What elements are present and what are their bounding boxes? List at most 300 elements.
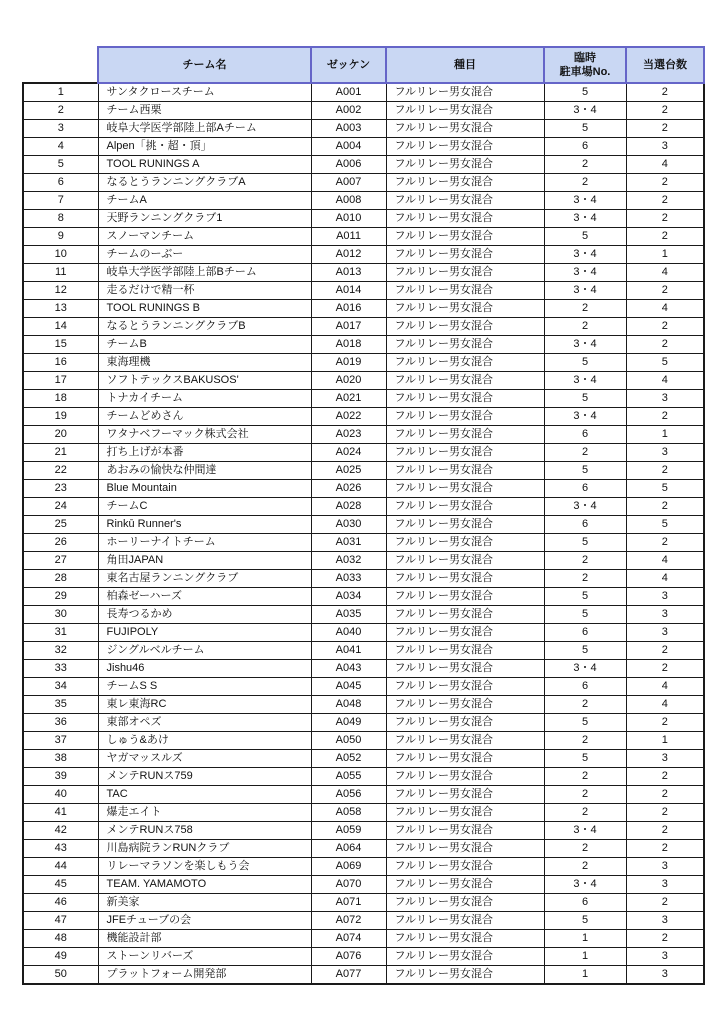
cell-event: フルリレー男女混合 bbox=[386, 354, 544, 372]
cell-team-name: Blue Mountain bbox=[98, 480, 311, 498]
cell-row-number: 15 bbox=[23, 336, 98, 354]
table-row bbox=[23, 516, 704, 534]
cell-bib-number: A072 bbox=[311, 912, 386, 930]
cell-parking-no: 2 bbox=[544, 732, 626, 750]
cell-event: フルリレー男女混合 bbox=[386, 138, 544, 156]
cell-team-name: プラットフォーム開発部 bbox=[98, 966, 311, 985]
cell-event: フルリレー男女混合 bbox=[386, 570, 544, 588]
cell-parking-no: 5 bbox=[544, 390, 626, 408]
cell-event: フルリレー男女混合 bbox=[386, 516, 544, 534]
table-row bbox=[23, 300, 704, 318]
cell-wins-count: 4 bbox=[626, 552, 704, 570]
cell-event: フルリレー男女混合 bbox=[386, 498, 544, 516]
cell-parking-no: 3・4 bbox=[544, 192, 626, 210]
cell-team-name: 東名古屋ランニングクラブ bbox=[98, 570, 311, 588]
table-row bbox=[23, 948, 704, 966]
cell-bib-number: A045 bbox=[311, 678, 386, 696]
cell-bib-number: A025 bbox=[311, 462, 386, 480]
cell-row-number: 46 bbox=[23, 894, 98, 912]
table-row bbox=[23, 660, 704, 678]
cell-parking-no: 2 bbox=[544, 786, 626, 804]
cell-team-name: 岐阜大学医学部陸上部Bチーム bbox=[98, 264, 311, 282]
cell-team-name: サンタクロースチーム bbox=[98, 83, 311, 102]
table-row bbox=[23, 606, 704, 624]
cell-event: フルリレー男女混合 bbox=[386, 102, 544, 120]
cell-row-number: 47 bbox=[23, 912, 98, 930]
cell-team-name: チームどめさん bbox=[98, 408, 311, 426]
cell-parking-no: 5 bbox=[544, 588, 626, 606]
table-row bbox=[23, 624, 704, 642]
cell-event: フルリレー男女混合 bbox=[386, 912, 544, 930]
cell-row-number: 22 bbox=[23, 462, 98, 480]
table-row bbox=[23, 120, 704, 138]
cell-wins-count: 2 bbox=[626, 408, 704, 426]
cell-parking-no: 3・4 bbox=[544, 498, 626, 516]
cell-parking-no: 5 bbox=[544, 83, 626, 102]
cell-event: フルリレー男女混合 bbox=[386, 660, 544, 678]
cell-row-number: 10 bbox=[23, 246, 98, 264]
cell-parking-no: 3・4 bbox=[544, 246, 626, 264]
cell-wins-count: 1 bbox=[626, 426, 704, 444]
cell-wins-count: 4 bbox=[626, 300, 704, 318]
cell-bib-number: A058 bbox=[311, 804, 386, 822]
cell-event: フルリレー男女混合 bbox=[386, 840, 544, 858]
cell-bib-number: A071 bbox=[311, 894, 386, 912]
header-team-label: チーム名 bbox=[182, 58, 227, 71]
cell-event: フルリレー男女混合 bbox=[386, 714, 544, 732]
cell-team-name: FUJIPOLY bbox=[98, 624, 311, 642]
cell-bib-number: A020 bbox=[311, 372, 386, 390]
cell-bib-number: A024 bbox=[311, 444, 386, 462]
table-row bbox=[23, 480, 704, 498]
cell-row-number: 9 bbox=[23, 228, 98, 246]
cell-team-name: チーム西栗 bbox=[98, 102, 311, 120]
cell-bib-number: A069 bbox=[311, 858, 386, 876]
cell-wins-count: 4 bbox=[626, 264, 704, 282]
table-row bbox=[23, 678, 704, 696]
cell-bib-number: A018 bbox=[311, 336, 386, 354]
cell-parking-no: 2 bbox=[544, 552, 626, 570]
cell-event: フルリレー男女混合 bbox=[386, 606, 544, 624]
cell-bib-number: A016 bbox=[311, 300, 386, 318]
cell-team-name: ヤガマッスルズ bbox=[98, 750, 311, 768]
cell-row-number: 40 bbox=[23, 786, 98, 804]
cell-parking-no: 2 bbox=[544, 570, 626, 588]
cell-row-number: 35 bbox=[23, 696, 98, 714]
cell-team-name: 東部オペズ bbox=[98, 714, 311, 732]
cell-team-name: 天野ランニングクラブ1 bbox=[98, 210, 311, 228]
cell-wins-count: 2 bbox=[626, 804, 704, 822]
cell-row-number: 20 bbox=[23, 426, 98, 444]
cell-event: フルリレー男女混合 bbox=[386, 642, 544, 660]
cell-bib-number: A004 bbox=[311, 138, 386, 156]
cell-parking-no: 3・4 bbox=[544, 102, 626, 120]
cell-bib-number: A041 bbox=[311, 642, 386, 660]
cell-row-number: 4 bbox=[23, 138, 98, 156]
cell-event: フルリレー男女混合 bbox=[386, 192, 544, 210]
table-header bbox=[23, 47, 704, 83]
cell-row-number: 38 bbox=[23, 750, 98, 768]
cell-wins-count: 3 bbox=[626, 876, 704, 894]
cell-row-number: 23 bbox=[23, 480, 98, 498]
cell-row-number: 21 bbox=[23, 444, 98, 462]
cell-bib-number: A022 bbox=[311, 408, 386, 426]
cell-row-number: 25 bbox=[23, 516, 98, 534]
table-row bbox=[23, 264, 704, 282]
header-cell-wins bbox=[626, 47, 704, 83]
cell-row-number: 13 bbox=[23, 300, 98, 318]
cell-parking-no: 1 bbox=[544, 966, 626, 985]
cell-team-name: 打ち上げが本番 bbox=[98, 444, 311, 462]
cell-wins-count: 3 bbox=[626, 390, 704, 408]
cell-parking-no: 2 bbox=[544, 156, 626, 174]
cell-row-number: 39 bbox=[23, 768, 98, 786]
cell-parking-no: 2 bbox=[544, 300, 626, 318]
cell-bib-number: A034 bbox=[311, 588, 386, 606]
cell-parking-no: 5 bbox=[544, 120, 626, 138]
table-row bbox=[23, 192, 704, 210]
cell-row-number: 26 bbox=[23, 534, 98, 552]
cell-bib-number: A001 bbox=[311, 83, 386, 102]
cell-bib-number: A012 bbox=[311, 246, 386, 264]
cell-bib-number: A006 bbox=[311, 156, 386, 174]
cell-event: フルリレー男女混合 bbox=[386, 534, 544, 552]
cell-bib-number: A011 bbox=[311, 228, 386, 246]
cell-parking-no: 5 bbox=[544, 714, 626, 732]
cell-bib-number: A074 bbox=[311, 930, 386, 948]
cell-row-number: 8 bbox=[23, 210, 98, 228]
cell-wins-count: 2 bbox=[626, 228, 704, 246]
cell-event: フルリレー男女混合 bbox=[386, 732, 544, 750]
cell-wins-count: 1 bbox=[626, 732, 704, 750]
cell-row-number: 12 bbox=[23, 282, 98, 300]
cell-event: フルリレー男女混合 bbox=[386, 83, 544, 102]
team-roster-table bbox=[22, 46, 705, 985]
cell-parking-no: 2 bbox=[544, 696, 626, 714]
cell-parking-no: 1 bbox=[544, 930, 626, 948]
table-row bbox=[23, 534, 704, 552]
cell-parking-no: 2 bbox=[544, 858, 626, 876]
cell-bib-number: A052 bbox=[311, 750, 386, 768]
cell-event: フルリレー男女混合 bbox=[386, 930, 544, 948]
cell-row-number: 16 bbox=[23, 354, 98, 372]
cell-bib-number: A056 bbox=[311, 786, 386, 804]
cell-wins-count: 5 bbox=[626, 516, 704, 534]
cell-bib-number: A035 bbox=[311, 606, 386, 624]
header-cell-bib bbox=[311, 47, 386, 83]
cell-row-number: 18 bbox=[23, 390, 98, 408]
cell-event: フルリレー男女混合 bbox=[386, 786, 544, 804]
table-row bbox=[23, 462, 704, 480]
table-row bbox=[23, 552, 704, 570]
cell-parking-no: 2 bbox=[544, 840, 626, 858]
header-cell-parking bbox=[544, 47, 626, 83]
cell-team-name: チームのーぶー bbox=[98, 246, 311, 264]
header-row bbox=[23, 47, 704, 83]
cell-team-name: ストーンリバーズ bbox=[98, 948, 311, 966]
cell-event: フルリレー男女混合 bbox=[386, 156, 544, 174]
cell-wins-count: 2 bbox=[626, 786, 704, 804]
header-cell-team-name bbox=[98, 47, 311, 83]
cell-parking-no: 3・4 bbox=[544, 822, 626, 840]
cell-wins-count: 2 bbox=[626, 534, 704, 552]
cell-row-number: 17 bbox=[23, 372, 98, 390]
table-row bbox=[23, 642, 704, 660]
cell-event: フルリレー男女混合 bbox=[386, 246, 544, 264]
cell-parking-no: 3・4 bbox=[544, 408, 626, 426]
table-row bbox=[23, 858, 704, 876]
cell-wins-count: 4 bbox=[626, 678, 704, 696]
cell-team-name: なるとうランニングクラブA bbox=[98, 174, 311, 192]
cell-row-number: 44 bbox=[23, 858, 98, 876]
cell-wins-count: 2 bbox=[626, 174, 704, 192]
cell-parking-no: 2 bbox=[544, 804, 626, 822]
cell-row-number: 31 bbox=[23, 624, 98, 642]
cell-bib-number: A032 bbox=[311, 552, 386, 570]
cell-wins-count: 3 bbox=[626, 444, 704, 462]
table-row bbox=[23, 498, 704, 516]
cell-bib-number: A017 bbox=[311, 318, 386, 336]
cell-team-name: 川島病院ランRUNクラブ bbox=[98, 840, 311, 858]
cell-wins-count: 2 bbox=[626, 210, 704, 228]
table-row bbox=[23, 570, 704, 588]
cell-wins-count: 2 bbox=[626, 822, 704, 840]
cell-bib-number: A021 bbox=[311, 390, 386, 408]
cell-parking-no: 3・4 bbox=[544, 876, 626, 894]
table-row bbox=[23, 282, 704, 300]
table-row bbox=[23, 876, 704, 894]
cell-wins-count: 5 bbox=[626, 354, 704, 372]
cell-team-name: 機能設計部 bbox=[98, 930, 311, 948]
cell-wins-count: 3 bbox=[626, 750, 704, 768]
cell-row-number: 41 bbox=[23, 804, 98, 822]
table-row bbox=[23, 912, 704, 930]
cell-row-number: 33 bbox=[23, 660, 98, 678]
table-row bbox=[23, 174, 704, 192]
table-row bbox=[23, 750, 704, 768]
cell-team-name: リレーマラソンを楽しもう会 bbox=[98, 858, 311, 876]
cell-event: フルリレー男女混合 bbox=[386, 750, 544, 768]
table-row bbox=[23, 102, 704, 120]
cell-team-name: Jishu46 bbox=[98, 660, 311, 678]
cell-parking-no: 5 bbox=[544, 534, 626, 552]
cell-team-name: 柏森ゼーハーズ bbox=[98, 588, 311, 606]
table-row bbox=[23, 318, 704, 336]
cell-parking-no: 5 bbox=[544, 354, 626, 372]
cell-wins-count: 3 bbox=[626, 858, 704, 876]
cell-parking-no: 5 bbox=[544, 912, 626, 930]
cell-parking-no: 5 bbox=[544, 462, 626, 480]
cell-bib-number: A023 bbox=[311, 426, 386, 444]
cell-parking-no: 6 bbox=[544, 480, 626, 498]
cell-parking-no: 3・4 bbox=[544, 372, 626, 390]
cell-team-name: 角田JAPAN bbox=[98, 552, 311, 570]
cell-team-name: Rinkū Runner's bbox=[98, 516, 311, 534]
cell-bib-number: A031 bbox=[311, 534, 386, 552]
table-row bbox=[23, 786, 704, 804]
cell-team-name: 新美家 bbox=[98, 894, 311, 912]
cell-row-number: 7 bbox=[23, 192, 98, 210]
cell-team-name: あおみの愉快な仲間達 bbox=[98, 462, 311, 480]
cell-parking-no: 5 bbox=[544, 642, 626, 660]
cell-parking-no: 3・4 bbox=[544, 210, 626, 228]
cell-row-number: 5 bbox=[23, 156, 98, 174]
cell-parking-no: 2 bbox=[544, 318, 626, 336]
table-row bbox=[23, 696, 704, 714]
table-row bbox=[23, 840, 704, 858]
header-event-label: 種目 bbox=[454, 58, 476, 71]
cell-row-number: 32 bbox=[23, 642, 98, 660]
cell-wins-count: 4 bbox=[626, 372, 704, 390]
cell-event: フルリレー男女混合 bbox=[386, 588, 544, 606]
cell-wins-count: 2 bbox=[626, 336, 704, 354]
cell-team-name: 走るだけで精一杯 bbox=[98, 282, 311, 300]
cell-bib-number: A055 bbox=[311, 768, 386, 786]
cell-parking-no: 3・4 bbox=[544, 660, 626, 678]
cell-event: フルリレー男女混合 bbox=[386, 282, 544, 300]
cell-event: フルリレー男女混合 bbox=[386, 210, 544, 228]
cell-team-name: チームS S bbox=[98, 678, 311, 696]
cell-parking-no: 6 bbox=[544, 138, 626, 156]
cell-row-number: 29 bbox=[23, 588, 98, 606]
cell-event: フルリレー男女混合 bbox=[386, 408, 544, 426]
cell-event: フルリレー男女混合 bbox=[386, 678, 544, 696]
cell-event: フルリレー男女混合 bbox=[386, 624, 544, 642]
cell-row-number: 11 bbox=[23, 264, 98, 282]
cell-wins-count: 2 bbox=[626, 462, 704, 480]
cell-parking-no: 5 bbox=[544, 750, 626, 768]
cell-wins-count: 2 bbox=[626, 768, 704, 786]
cell-row-number: 45 bbox=[23, 876, 98, 894]
cell-team-name: トナカイチーム bbox=[98, 390, 311, 408]
cell-row-number: 30 bbox=[23, 606, 98, 624]
table-row bbox=[23, 894, 704, 912]
cell-team-name: チームA bbox=[98, 192, 311, 210]
cell-parking-no: 6 bbox=[544, 624, 626, 642]
cell-team-name: 岐阜大学医学部陸上部Aチーム bbox=[98, 120, 311, 138]
cell-bib-number: A028 bbox=[311, 498, 386, 516]
cell-event: フルリレー男女混合 bbox=[386, 444, 544, 462]
cell-bib-number: A070 bbox=[311, 876, 386, 894]
cell-row-number: 28 bbox=[23, 570, 98, 588]
table-row bbox=[23, 444, 704, 462]
cell-wins-count: 2 bbox=[626, 498, 704, 516]
table-row bbox=[23, 246, 704, 264]
cell-bib-number: A003 bbox=[311, 120, 386, 138]
cell-parking-no: 5 bbox=[544, 228, 626, 246]
cell-wins-count: 3 bbox=[626, 966, 704, 985]
header-wins-label: 当選台数 bbox=[643, 58, 687, 71]
cell-event: フルリレー男女混合 bbox=[386, 876, 544, 894]
cell-wins-count: 2 bbox=[626, 840, 704, 858]
cell-bib-number: A048 bbox=[311, 696, 386, 714]
cell-wins-count: 2 bbox=[626, 642, 704, 660]
cell-team-name: 長寿つるかめ bbox=[98, 606, 311, 624]
table-row bbox=[23, 408, 704, 426]
cell-wins-count: 2 bbox=[626, 660, 704, 678]
cell-row-number: 50 bbox=[23, 966, 98, 985]
cell-row-number: 49 bbox=[23, 948, 98, 966]
cell-row-number: 34 bbox=[23, 678, 98, 696]
header-cell-event bbox=[386, 47, 544, 83]
cell-bib-number: A040 bbox=[311, 624, 386, 642]
cell-parking-no: 5 bbox=[544, 606, 626, 624]
cell-bib-number: A050 bbox=[311, 732, 386, 750]
table-row bbox=[23, 372, 704, 390]
table-row bbox=[23, 732, 704, 750]
table-row bbox=[23, 588, 704, 606]
header-parking-label-line1: 臨時 bbox=[574, 51, 596, 64]
cell-wins-count: 3 bbox=[626, 624, 704, 642]
cell-row-number: 1 bbox=[23, 83, 98, 102]
cell-event: フルリレー男女混合 bbox=[386, 552, 544, 570]
cell-wins-count: 2 bbox=[626, 714, 704, 732]
cell-bib-number: A014 bbox=[311, 282, 386, 300]
cell-wins-count: 2 bbox=[626, 930, 704, 948]
table-row bbox=[23, 966, 704, 985]
table-row bbox=[23, 390, 704, 408]
cell-wins-count: 3 bbox=[626, 912, 704, 930]
cell-wins-count: 2 bbox=[626, 192, 704, 210]
cell-team-name: TAC bbox=[98, 786, 311, 804]
cell-bib-number: A019 bbox=[311, 354, 386, 372]
table-row bbox=[23, 930, 704, 948]
cell-event: フルリレー男女混合 bbox=[386, 426, 544, 444]
table-row bbox=[23, 768, 704, 786]
cell-team-name: スノーマンチーム bbox=[98, 228, 311, 246]
cell-bib-number: A026 bbox=[311, 480, 386, 498]
cell-wins-count: 4 bbox=[626, 696, 704, 714]
cell-team-name: メンテRUNス759 bbox=[98, 768, 311, 786]
cell-row-number: 27 bbox=[23, 552, 98, 570]
cell-bib-number: A030 bbox=[311, 516, 386, 534]
cell-team-name: チームB bbox=[98, 336, 311, 354]
cell-team-name: 東海理機 bbox=[98, 354, 311, 372]
cell-parking-no: 2 bbox=[544, 174, 626, 192]
cell-bib-number: A010 bbox=[311, 210, 386, 228]
cell-wins-count: 2 bbox=[626, 120, 704, 138]
cell-wins-count: 2 bbox=[626, 894, 704, 912]
table-row bbox=[23, 156, 704, 174]
header-corner-cell bbox=[23, 47, 98, 83]
cell-wins-count: 2 bbox=[626, 83, 704, 102]
cell-wins-count: 5 bbox=[626, 480, 704, 498]
cell-row-number: 37 bbox=[23, 732, 98, 750]
cell-wins-count: 4 bbox=[626, 570, 704, 588]
cell-row-number: 36 bbox=[23, 714, 98, 732]
cell-event: フルリレー男女混合 bbox=[386, 390, 544, 408]
cell-team-name: ワタナベフーマック株式会社 bbox=[98, 426, 311, 444]
table-row bbox=[23, 822, 704, 840]
cell-wins-count: 2 bbox=[626, 318, 704, 336]
table-body bbox=[23, 83, 704, 984]
table-row bbox=[23, 83, 704, 102]
cell-wins-count: 2 bbox=[626, 282, 704, 300]
cell-parking-no: 2 bbox=[544, 768, 626, 786]
cell-bib-number: A033 bbox=[311, 570, 386, 588]
cell-event: フルリレー男女混合 bbox=[386, 228, 544, 246]
cell-parking-no: 3・4 bbox=[544, 264, 626, 282]
cell-event: フルリレー男女混合 bbox=[386, 858, 544, 876]
cell-team-name: メンテRUNス758 bbox=[98, 822, 311, 840]
cell-bib-number: A076 bbox=[311, 948, 386, 966]
table-row bbox=[23, 210, 704, 228]
cell-event: フルリレー男女混合 bbox=[386, 264, 544, 282]
table-row bbox=[23, 804, 704, 822]
cell-team-name: JFEチューブの会 bbox=[98, 912, 311, 930]
cell-bib-number: A064 bbox=[311, 840, 386, 858]
cell-parking-no: 1 bbox=[544, 948, 626, 966]
